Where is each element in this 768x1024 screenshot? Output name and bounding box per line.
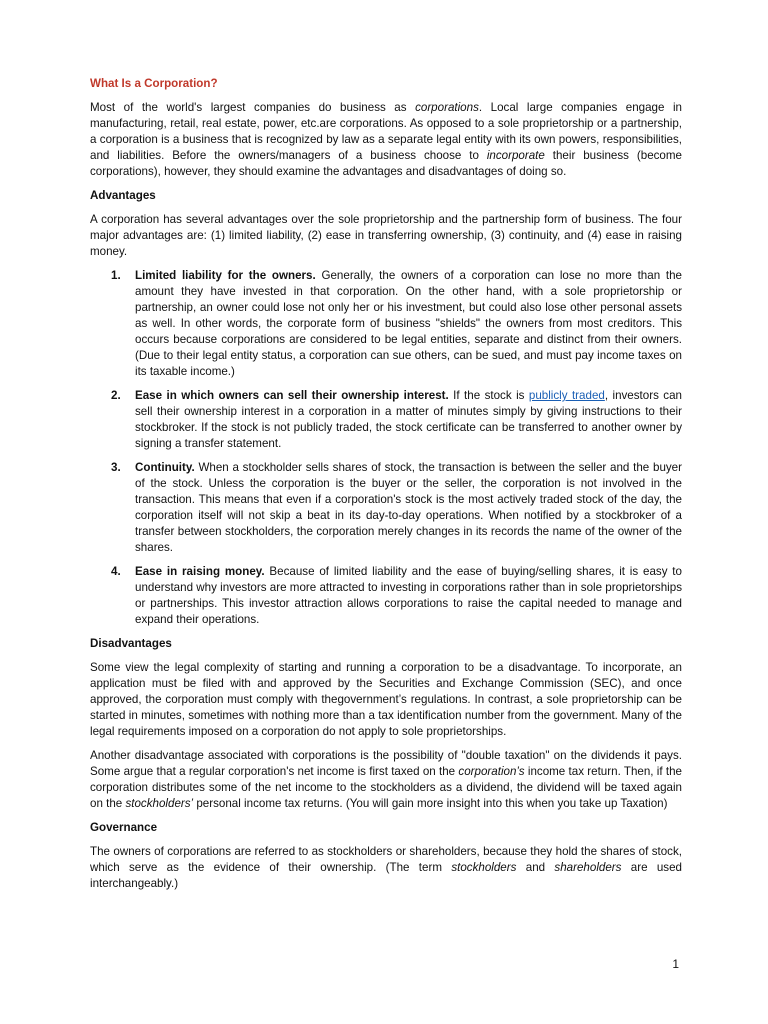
disadvantages-term-stockholders: stockholders’ bbox=[125, 797, 194, 810]
governance-term-stockholders: stockholders bbox=[451, 861, 517, 874]
governance-text-e: are used interchangeably.) bbox=[90, 861, 682, 890]
list-item-text: If the stock is bbox=[448, 389, 529, 402]
list-item-text: When a stockholder sells shares of stock, the transaction is between the seller and the buyer of the stock. Unless the corporation is the buyer or the seller, the corporation is not involved in the transaction. This means that even if a corporation's stock is the most actively traded stock of the day, the corporation itself will not skip a beat in its day-to-day operations. When notified by a stockbroker of a transfer between stockholders, the corporation merely changes in its records the name of the owner of the shares. bbox=[135, 461, 682, 554]
list-item-lead: Ease in which owners can sell their ownership interest. bbox=[135, 389, 449, 402]
advantages-list bbox=[90, 268, 682, 628]
list-item bbox=[90, 460, 682, 556]
governance-term-shareholders: shareholders bbox=[554, 861, 622, 874]
intro-paragraph bbox=[90, 100, 682, 180]
disadvantages-text-c: income tax return. Then, if the corporation distributes some of the net income to the stockholders as a dividend, the dividend will be taxed again on the bbox=[90, 765, 682, 810]
page-title: What Is a Corporation? bbox=[90, 77, 218, 90]
governance-text-a: The owners of corporations are referred to as stockholders or shareholders, because they hold the shares of stock, which serve as the evidence of their ownership. (The term bbox=[90, 845, 682, 874]
intro-text-e: their business (become corporations), however, they should examine the advantages and disadvantages of doing so. bbox=[90, 149, 682, 178]
governance-paragraph bbox=[90, 844, 682, 892]
list-item-number: 2. bbox=[111, 389, 121, 402]
page-number: 1 bbox=[672, 957, 679, 971]
list-item-text: Generally, the owners of a corporation can lose no more than the amount they have invested in that corporation. On the other hand, with a sole proprietorship or partnership, an owner could lose not only her or his investment, but could also lose other personal assets as well. In other words, the corporate form of business "shields" the owners from most creditors. This occurs because corporations are considered to be legal entities, separate and distinct from their owners. (Due to their legal entity status, a corporation can sue others, can be sued, and must pay income taxes on its taxable income.) bbox=[135, 269, 682, 378]
disadvantages-paragraph-1: Some view the legal complexity of starting and running a corporation to be a disadvantage. To incorporate, an application must be filed with and approved by the Securities and Exchange Commission (SEC), and once approved, the corporation must comply with thegovernment’s regulations. In contrast, a sole proprietorship can be started in minutes, sometimes with nothing more than a tax identification number from the government. Many of the legal requirements imposed on a corporation do not apply to sole proprietorships. bbox=[90, 661, 682, 738]
intro-text-a: Most of the world's largest companies do business as bbox=[90, 101, 416, 114]
publicly-traded-link[interactable]: publicly traded bbox=[528, 389, 605, 402]
list-item bbox=[90, 388, 682, 452]
governance-heading: Governance bbox=[90, 821, 158, 834]
advantages-heading: Advantages bbox=[90, 189, 156, 202]
list-item bbox=[90, 268, 682, 380]
list-item bbox=[90, 564, 682, 628]
list-item-lead: Ease in raising money. bbox=[135, 565, 265, 578]
disadvantages-text-a: Another disadvantage associated with corporations is the possibility of "double taxation" on the dividends it pays. Some argue that a regular corporation's net income is first taxed on the bbox=[90, 749, 682, 778]
intro-term-incorporate: incorporate bbox=[486, 149, 545, 162]
governance-text-c: and bbox=[516, 861, 555, 874]
list-item-number: 4. bbox=[111, 565, 121, 578]
list-item-lead: Limited liability for the owners. bbox=[135, 269, 316, 282]
list-item-number: 3. bbox=[111, 461, 121, 474]
disadvantages-paragraph-2 bbox=[90, 748, 682, 812]
disadvantages-term-corporations: corporation’s bbox=[458, 765, 525, 778]
list-item-lead: Continuity. bbox=[135, 461, 195, 474]
list-item-text: Because of limited liability and the ease of buying/selling shares, it is easy to understand why investors are more attracted to investing in corporations rather than in sole proprietorships or partnerships. This investor attraction allows corporations to raise the capital needed to manage and expand their operations. bbox=[135, 565, 682, 626]
intro-text-c: . Local large companies engage in manufacturing, retail, real estate, power, etc.are corporations. As opposed to a sole proprietorship or a partnership, a corporation is a business that is recognized by law as a separate legal entity with its own powers, responsibilities, and liabilities. Before the owners/managers of a business choose to bbox=[90, 101, 682, 162]
disadvantages-heading: Disadvantages bbox=[90, 637, 172, 650]
list-item-number: 1. bbox=[111, 269, 121, 282]
document-body bbox=[90, 76, 682, 900]
advantages-intro: A corporation has several advantages over the sole proprietorship and the partnership form of business. The four major advantages are: (1) limited liability, (2) ease in transferring ownership, (3) continuity, and (4) ease in raising money. bbox=[90, 213, 682, 258]
disadvantages-text-e: personal income tax returns. (You will gain more insight into this when you take up Taxation) bbox=[193, 797, 668, 810]
intro-term-corporations: corporations bbox=[415, 101, 479, 114]
list-item-text: , investors can sell their ownership interest in a corporation in a matter of minutes simply by giving instructions to their stockbroker. If the stock is not publicly traded, the stock certificate can be transferred to another owner by signing a transfer statement. bbox=[135, 389, 682, 450]
